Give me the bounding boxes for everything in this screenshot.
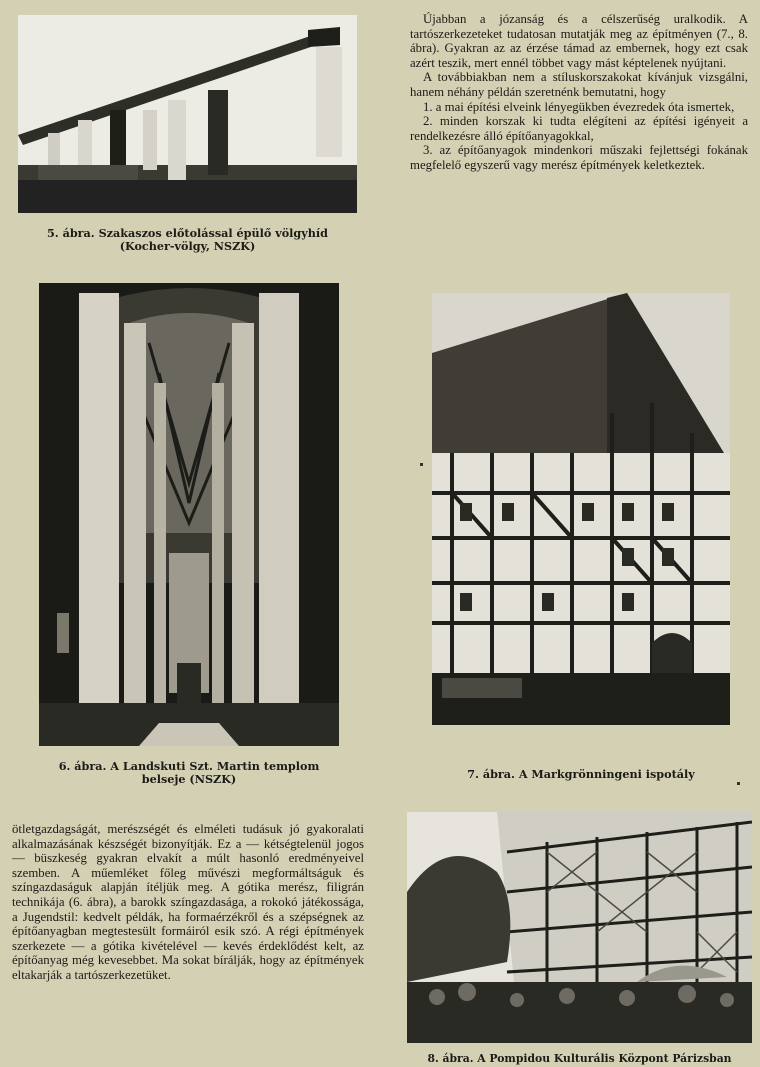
fig5-viaduct-photo	[18, 15, 357, 213]
margin-mark	[737, 782, 740, 785]
margin-mark	[420, 463, 423, 466]
text-column-bottom	[12, 822, 364, 983]
fig6-church-interior-photo	[39, 283, 339, 746]
list-item: 2. minden korszak ki tudta elégíteni az építési igényeit a rendelkezésre álló építőanyagokkal,	[410, 114, 748, 143]
fig5-caption-line2: (Kocher-völgy, NSZK)	[119, 239, 256, 253]
text-column-top	[410, 12, 748, 173]
fig6-caption	[39, 760, 339, 786]
numbered-list	[410, 100, 748, 173]
fig6-caption-line2: belseje (NSZK)	[141, 772, 237, 786]
fig8-pompidou-photo	[407, 812, 752, 1043]
fig5-caption	[18, 227, 357, 253]
paragraph-2: A továbbiakban nem a stíluskorszakokat kívánjuk vizsgálni, hanem néhány példán szeretnénk bemutatni, hogy	[410, 70, 748, 99]
fig7-caption: 7. ábra. A Markgrönningeni ispotály	[467, 767, 695, 781]
paragraph-bottom: ötletgazdagságát, merészségét és elméleti tudásuk jó gyakoralati alkalmazásának készségét bizonyítják. Ez a — kétségtelenül jogos — büszkeség gyakran elvakít a múlt hasonló eredményeivel szemben. A műemléket főleg művészi megformáltságuk és színgazdaságuk alapján ítéljük meg. A gótika merész, filigrán technikája (6. ábra), a barokk színgazdasága, a rokokó játékossága, a Jugendstil: kedvelt példák, ha formaérzékről és a szépségnek az építőanyagban megtestesült formáiról esik szó. A régi építmények szerkezete — a gótika kivételével — kevés érdeklődést kelt, az építőanyag még kevesebbet. Ma sokat bírálják, hogy az építmények eltakarják a tartószerkezetüket.	[12, 822, 364, 982]
paragraph-1: Újabban a józanság és a célszerűség uralkodik. A tartószerkezeteket tudatosan mutatják meg az építményen (7., 8. ábra). Gyakran az az érzése támad az embernek, hogy ezt csak azért teszik, mert ennél többet vagy mást képtelenek nyújtani.	[410, 12, 748, 70]
fig8-caption: 8. ábra. A Pompidou Kulturális Központ Párizsban	[427, 1052, 732, 1065]
list-item: 1. a mai építési elveink lényegükben évezredek óta ismertek,	[423, 99, 735, 114]
fig7-half-timbered-building-photo	[432, 293, 730, 725]
fig5-caption-line1: 5. ábra. Szakaszos előtolással épülő völgyhíd	[47, 226, 328, 240]
fig6-caption-line1: 6. ábra. A Landskuti Szt. Martin templom	[58, 759, 320, 773]
list-item: 3. az építőanyagok mindenkori műszaki fejlettségi fokának megfelelő egyszerű vagy merész építmények keletkeztek.	[410, 143, 748, 172]
